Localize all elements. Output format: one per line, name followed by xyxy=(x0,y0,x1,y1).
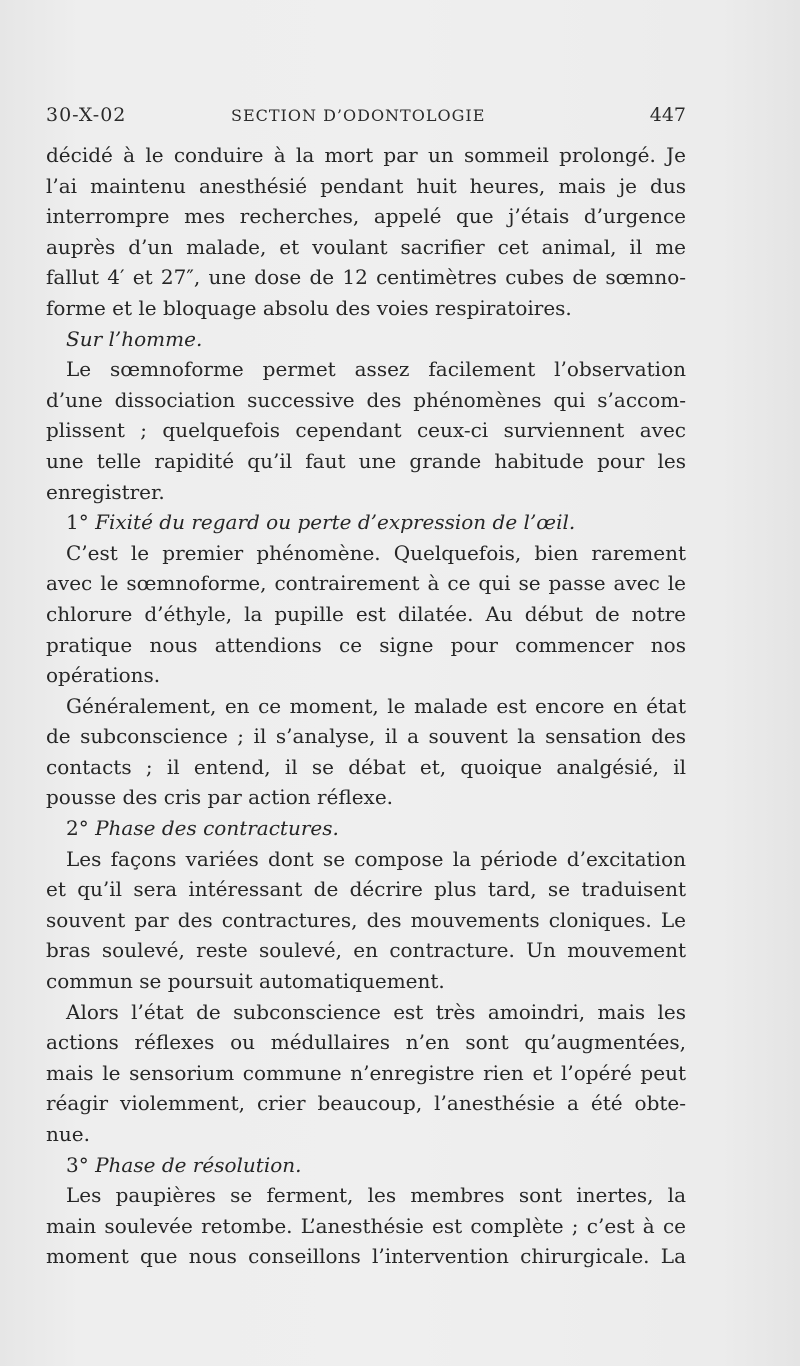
header-section-title: SECTION D’ODONTOLOGIE xyxy=(231,106,486,125)
subheading-sur-l-homme: Sur l’homme. xyxy=(66,326,203,351)
heading-number: 3° xyxy=(66,1152,89,1177)
text-line: Les façons variées dont se compose la période d’excitation xyxy=(66,846,686,871)
body-text xyxy=(46,140,686,1272)
text-line: opérations. xyxy=(46,663,161,688)
text-line: interrompre mes recherches, appelé que j’étais d’urgence xyxy=(46,204,686,229)
text-line: C’est le premier phénomène. Quelquefois, bien rarement xyxy=(66,540,686,565)
text-line: Les paupières se ferment, les membres sont inertes, la xyxy=(66,1183,686,1208)
text-line: actions réflexes ou médullaires n’en sont qu’augmentées, xyxy=(46,1030,686,1055)
header-date: 30-X-02 xyxy=(46,104,127,126)
subheading-fixite xyxy=(46,507,686,538)
text-line: d’une dissociation successive des phénomènes qui s’accom- xyxy=(46,387,686,412)
text-line: pratique nous attendions ce signe pour commencer nos xyxy=(46,632,686,657)
subheading-resolution xyxy=(46,1150,686,1181)
text-line: l’ai maintenu anesthésié pendant huit heures, mais je dus xyxy=(46,173,686,198)
text-line: bras soulevé, reste soulevé, en contracture. Un mouvement xyxy=(46,938,686,963)
text-line: nue. xyxy=(46,1122,90,1146)
heading-number: 2° xyxy=(66,816,89,841)
heading-text: Phase des contractures. xyxy=(95,816,339,841)
text-line: fallut 4′ et 27″, une dose de 12 centimètres cubes de sœmno- xyxy=(46,265,686,290)
text-line: commun se poursuit automatiquement. xyxy=(46,969,445,994)
heading-text: Fixité du regard ou perte d’expression de l’œil. xyxy=(95,510,576,535)
text-line: chlorure d’éthyle, la pupille est dilatée. Au début de notre xyxy=(46,601,686,626)
text-line: une telle rapidité qu’il faut une grande habitude pour les xyxy=(46,448,686,473)
text-line: réagir violemment, crier beaucoup, l’anesthésie a été obte- xyxy=(46,1091,686,1116)
text-line: de subconscience ; il s’analyse, il a souvent la sensation des xyxy=(46,724,686,749)
text-line: forme et le bloquage absolu des voies respiratoires. xyxy=(46,295,572,320)
heading-number: 1° xyxy=(66,510,89,535)
text-line: main soulevée retombe. L’anesthésie est complète ; c’est à ce xyxy=(46,1213,686,1238)
text-line: mais le sensorium commune n’enregistre rien et l’opéré peut xyxy=(46,1060,686,1085)
text-line: plissent ; quelquefois cependant ceux-ci surviennent avec xyxy=(46,418,686,443)
text-line: décidé à le conduire à la mort par un sommeil prolongé. Je xyxy=(46,143,686,167)
text-line: enregistrer. xyxy=(46,479,165,504)
text-line: contacts ; il entend, il se débat et, quoique analgésié, il xyxy=(46,754,686,779)
page-number: 447 xyxy=(649,104,686,126)
text-line: et qu’il sera intéressant de décrire plus tard, se traduisent xyxy=(46,877,686,902)
subheading-contractures xyxy=(46,813,686,844)
text-line: Alors l’état de subconscience est très amoindri, mais les xyxy=(66,999,686,1024)
text-line: Le sœmnoforme permet assez facilement l’observation xyxy=(66,357,686,382)
text-line: souvent par des contractures, des mouvements cloniques. Le xyxy=(46,907,686,932)
text-line: avec le sœmnoforme, contrairement à ce qui se passe avec le xyxy=(46,571,686,596)
running-header xyxy=(46,104,686,134)
text-line: Généralement, en ce moment, le malade est encore en état xyxy=(66,693,686,718)
text-line: pousse des cris par action réflexe. xyxy=(46,785,394,810)
text-line: moment que nous conseillons l’intervention chirurgicale. La xyxy=(46,1244,686,1269)
text-line: auprès d’un malade, et voulant sacrifier cet animal, il me xyxy=(46,234,686,259)
heading-text: Phase de résolution. xyxy=(95,1152,302,1177)
